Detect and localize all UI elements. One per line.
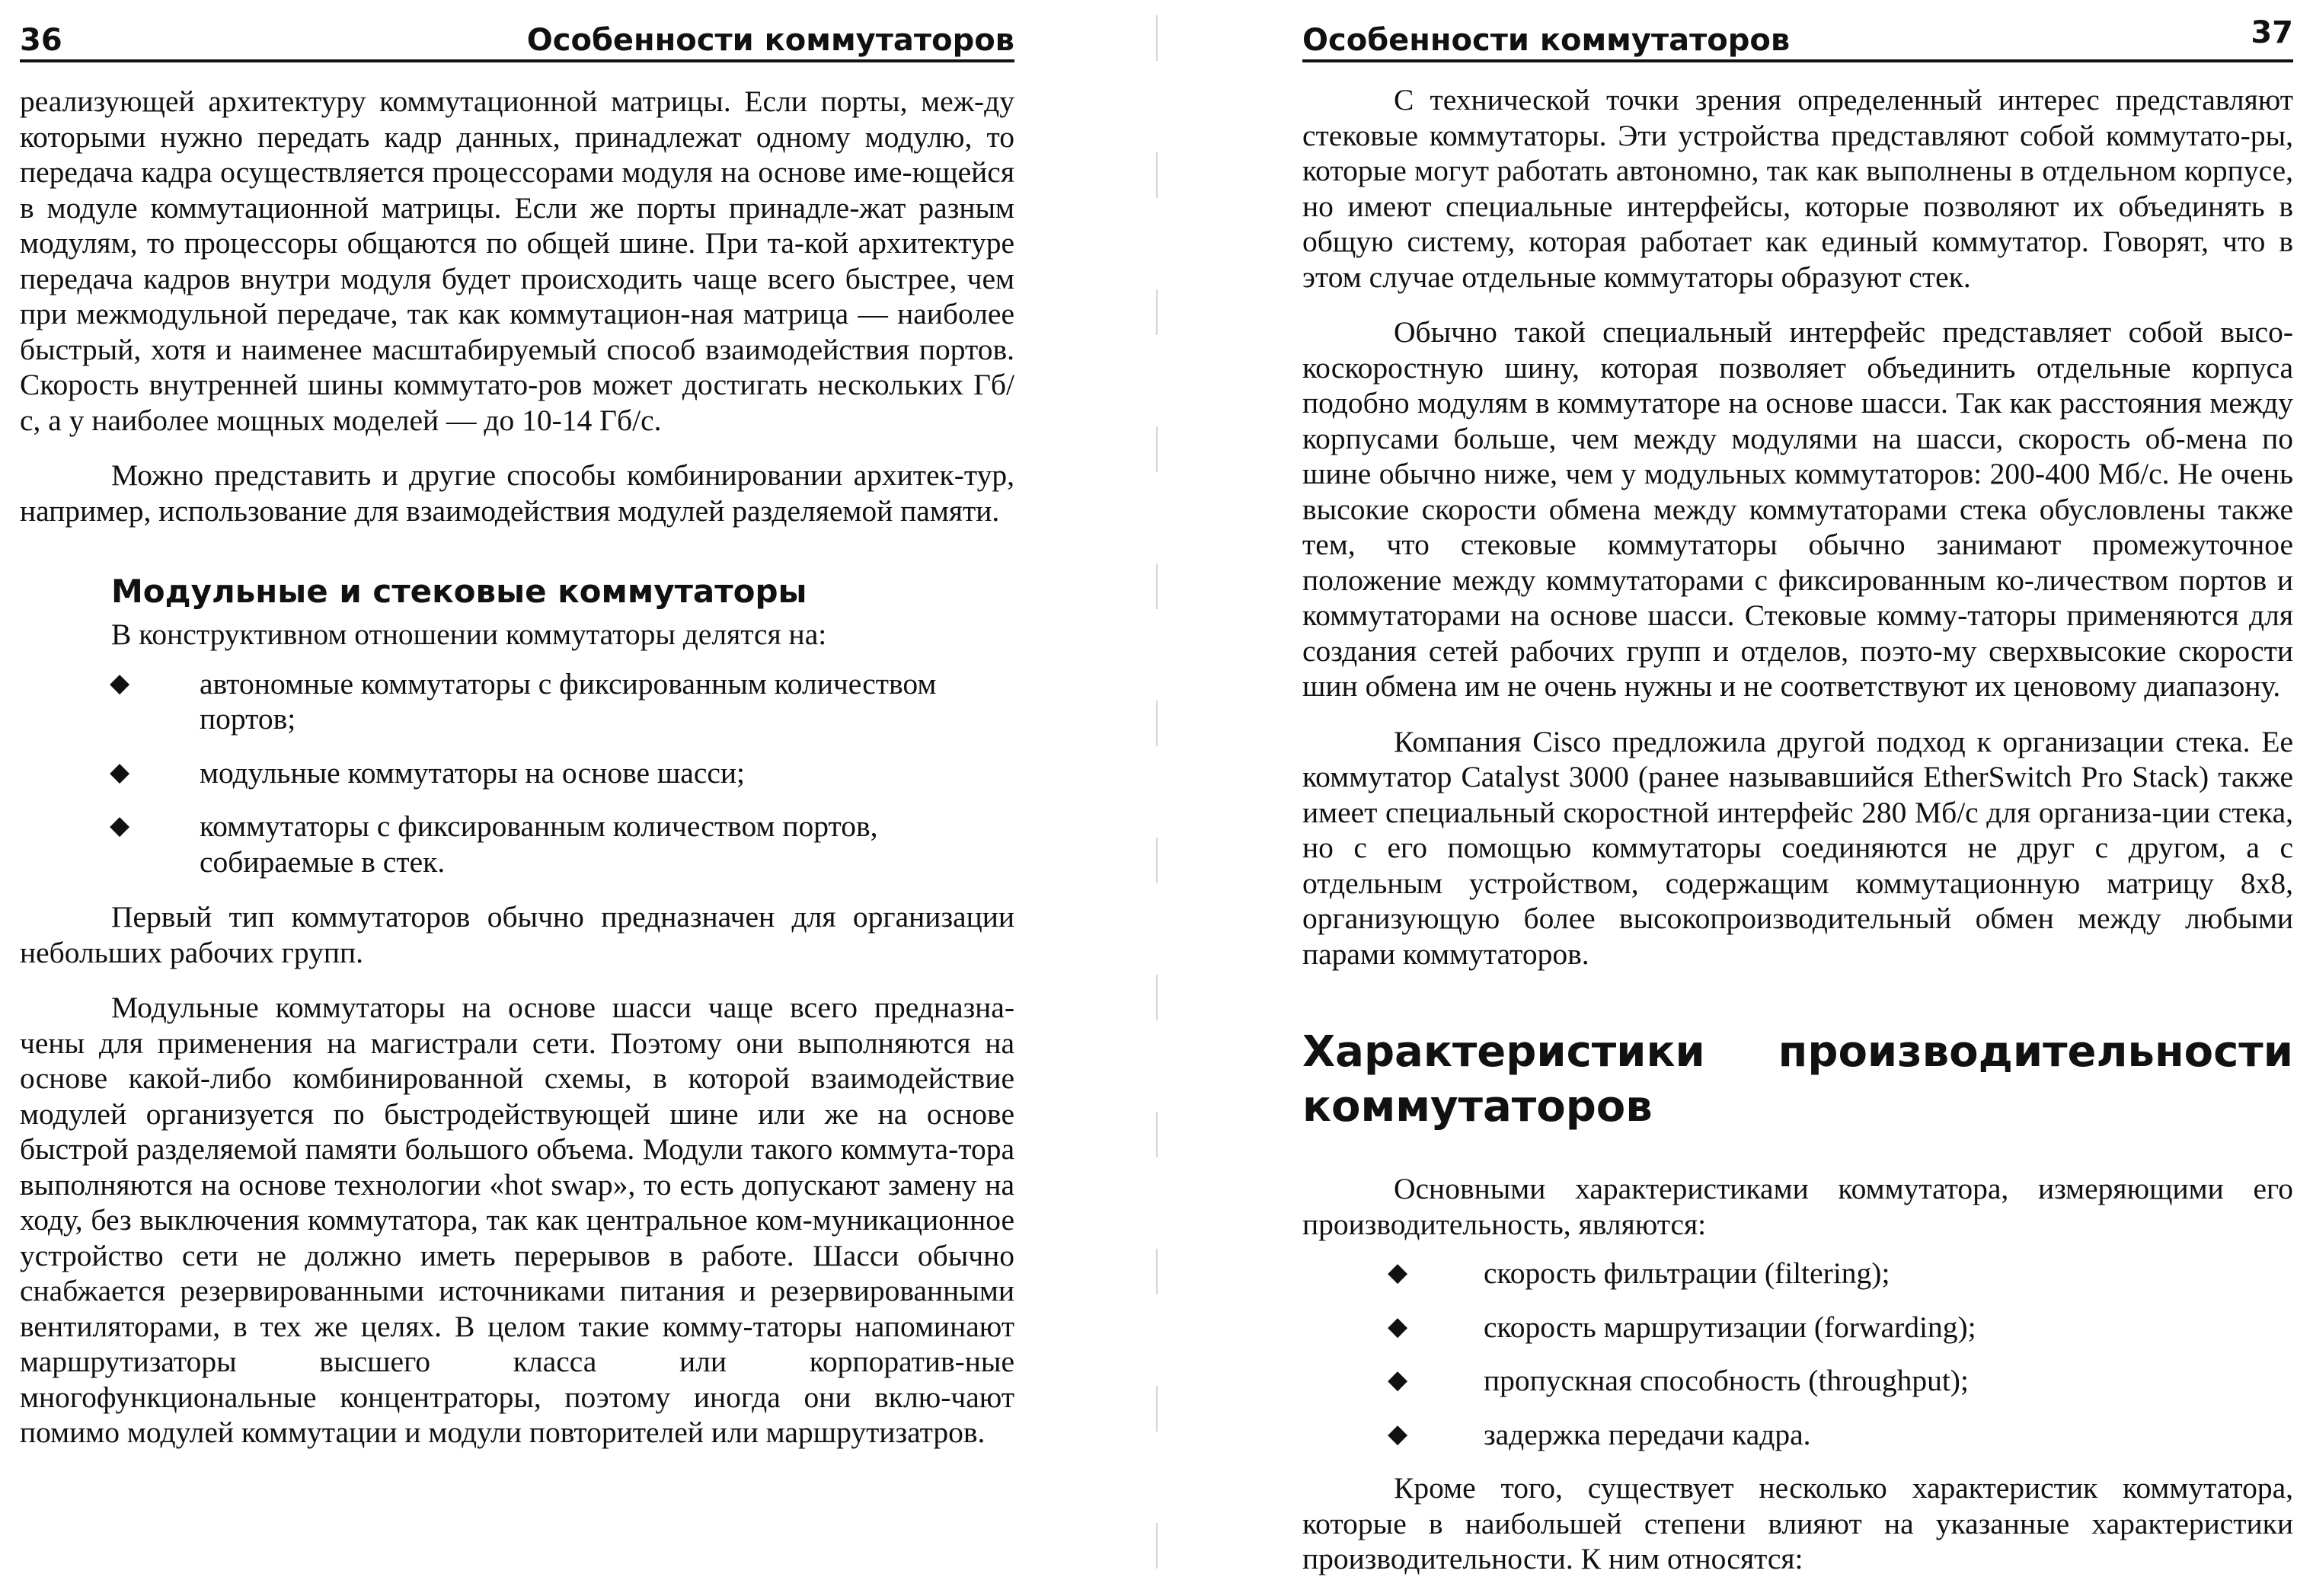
list-item-text: коммутаторы с фиксированным количеством портов, собираемые в стек. (200, 809, 878, 879)
paragraph: реализующей архитектуру коммутационной матрицы. Если порты, меж-ду которыми нужно передать кадр данных, принадлежат одному модулю, то передача кадра осуществляется процессорами модуля на основе име-ющейся в модуле коммутационной матрицы. Если же порты принадле-жат разным модулям, то процессоры общаются по общей шине. При та-кой архитектуре передача кадров внутри модуля будет происходить чаще всего быстрее, чем при межмодульной передаче, так как коммутацион-ная матрица — наиболее быстрый, хотя и наименее масштабируемый способ взаимодействия портов. Скорость внутренней шины коммутато-ров может достигать нескольких Гб/с, а у наиболее мощных моделей — до 10-14 Гб/с. (20, 85, 1014, 437)
diamond-bullet-icon: ◆ (1388, 1312, 1408, 1341)
left-page (0, 0, 1156, 1596)
page-number: 36 (20, 23, 62, 58)
paragraph: Можно представить и другие способы комбинировании архитек-тур, например, использование для взаимодействия модулей разделяемой памяти. (20, 458, 1014, 528)
diamond-bullet-icon: ◆ (1388, 1259, 1408, 1287)
list-item-text: автономные коммутаторы с фиксированным количеством портов; (200, 666, 937, 736)
page-number: 37 (2251, 15, 2293, 50)
list-item (20, 666, 1014, 737)
list-intro: Основными характеристиками коммутатора, измеряющими его производительность, являются: (1302, 1172, 2293, 1241)
list-item (1302, 1363, 2293, 1399)
list-item-text: задержка передачи кадра. (1484, 1417, 1811, 1451)
paragraph: С технической точки зрения определенный интерес представляют стековые коммутаторы. Эти устройства представляют собой коммутато-ры, которые могут работать автономно, так как выполнены в отдельном корпусе, но имеют специальные интерфейсы, которые позволяют их объединять в общую систему, которая работает как единый коммутатор. Говорят, что в этом случае отдельные коммутаторы образуют стек. (1302, 83, 2293, 294)
left-page-header (20, 23, 1014, 62)
section-heading: Характеристики производительности коммутаторов (1302, 1027, 2293, 1132)
diamond-bullet-icon: ◆ (110, 669, 130, 697)
list-item (1302, 1417, 2293, 1453)
paragraph: Первый тип коммутаторов обычно предназначен для организации небольших рабочих групп. (20, 900, 1014, 969)
list-item-text: скорость фильтрации (filtering); (1484, 1256, 1890, 1290)
list-item-text: модульные коммутаторы на основе шасси; (200, 755, 746, 790)
list-item (20, 809, 1014, 879)
list-item (1302, 1310, 2293, 1345)
right-page-header (1302, 15, 2293, 62)
list-item-text: пропускная способность (throughput); (1484, 1364, 1969, 1397)
list-item (1302, 1256, 2293, 1291)
list-item-text: скорость маршрутизации (forwarding); (1484, 1310, 1976, 1344)
diamond-bullet-icon: ◆ (1388, 1366, 1408, 1394)
right-page-body (1302, 82, 2293, 1577)
left-page-body (20, 84, 1014, 1451)
paragraph: Кроме того, существует несколько характеристик коммутатора, которые в наибольшей степени влияют на указанные характеристики производительности. К ним относятся: (1302, 1471, 2293, 1575)
right-page (1156, 0, 2313, 1596)
paragraph: Модульные коммутаторы на основе шасси чаще всего предназна-чены для применения на магистрали сети. Поэтому они выполняются на основе какой-либо комбинированной схемы, в которой взаимодействие модулей организуется по быстродействующей шине или же на основе быстрой разделяемой памяти большого объема. Модули такого коммута-тора выполняются на основе технологии «hot swap», то есть допускают замену на ходу, без выключения коммутатора, так как центральное ком-муникационное устройство сети не должно иметь перерывов в работе. Шасси обычно снабжается резервированными источниками питания и резервированными вентиляторами, в тех же целях. В целом такие комму-таторы напоминают маршрутизаторы высшего класса или корпоратив-ные многофункциональные концентраторы, поэтому иногда они вклю-чают помимо модулей коммутации и модули повторителей или маршрутизатров. (20, 991, 1014, 1449)
paragraph: Компания Cisco предложила другой подход к организации стека. Ее коммутатор Catalyst 3000 (ранее называвшийся EtherSwitch Pro Stack) также имеет специальный скоростной интерфейс 280 Мб/с для организа-ции стека, но с его помощью коммутаторы соединяются не друг с другом, а с отдельным устройством, содержащим коммутационную матрицу 8x8, организующую более высокопроизводительный обмен между любыми парами коммутаторов. (1302, 724, 2293, 971)
bullet-list (1302, 1256, 2293, 1452)
bullet-list (20, 666, 1014, 880)
section-heading: Модульные и стековые коммутаторы (111, 573, 807, 610)
diamond-bullet-icon: ◆ (110, 812, 130, 840)
paragraph: Обычно такой специальный интерфейс представляет собой высо-коскоростную шину, которая позволяет объединить отдельные корпуса подобно модулям в коммутаторе на основе шасси. Так как расстояния между корпусами больше, чем между модулями на шасси, скорость об-мена по шине обычно ниже, чем у модульных коммутаторов: 200-400 Мб/с. Не очень высокие скорости обмена между коммутаторами стека обусловлены также тем, что стековые коммутаторы обычно занимают промежуточное положение между коммутаторами с фиксированным ко-личеством портов и коммутаторами на основе шасси. Стековые комму-таторы применяются для создания сетей рабочих групп и отделов, поэто-му сверхвысокие скорости шин обмена им не очень нужны и не соответствуют их ценовому диапазону. (1302, 315, 2293, 703)
running-head: Особенности коммутаторов (526, 23, 1014, 58)
running-head: Особенности коммутаторов (1302, 23, 1791, 58)
list-item (20, 755, 1014, 791)
diamond-bullet-icon: ◆ (1388, 1419, 1408, 1448)
list-intro: В конструктивном отношении коммутаторы делятся на: (111, 618, 827, 651)
diamond-bullet-icon: ◆ (110, 758, 130, 787)
